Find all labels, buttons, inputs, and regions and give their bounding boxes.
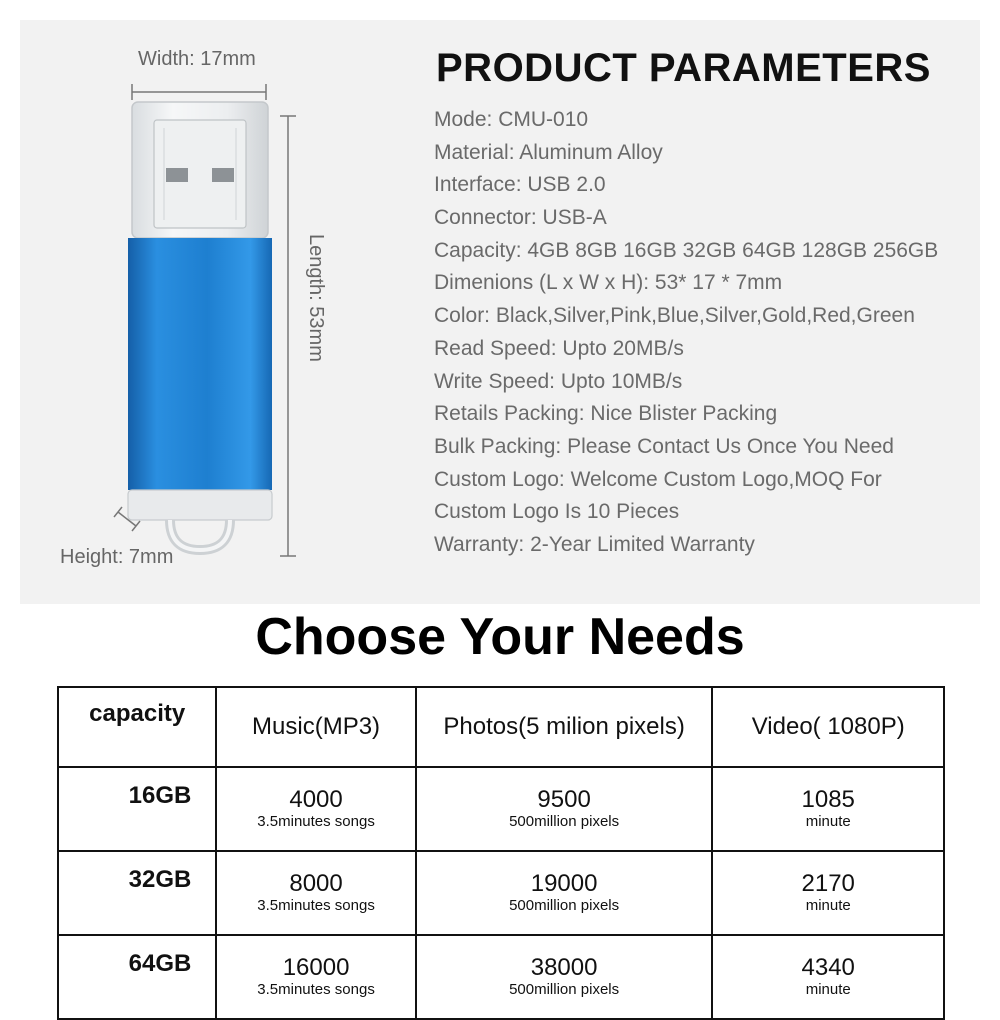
photos-cell [416, 935, 713, 1019]
capacity-cell: 32GB [58, 851, 216, 935]
video-count: 1085 [801, 786, 855, 813]
usb-drive-illustration [20, 20, 420, 604]
video-note: minute [805, 813, 851, 830]
table-row [58, 935, 944, 1019]
music-note: 3.5minutes songs [257, 813, 375, 830]
param-line: Dimenions (L x W x H): 53* 17 * 7mm [434, 271, 783, 295]
table-row [58, 767, 944, 851]
width-label: Width: 17mm [138, 48, 256, 70]
photos-note: 500million pixels [509, 981, 620, 998]
photos-cell [416, 851, 713, 935]
video-cell [712, 935, 944, 1019]
music-cell [216, 935, 415, 1019]
table-header-row [58, 687, 944, 767]
music-note: 3.5minutes songs [257, 981, 375, 998]
product-info-panel [20, 20, 980, 604]
param-line: Custom Logo: Welcome Custom Logo,MOQ For [434, 467, 882, 491]
video-cell [712, 767, 944, 851]
music-count: 4000 [289, 786, 343, 813]
capacity-cell: 64GB [58, 935, 216, 1019]
header-photos: Photos(5 milion pixels) [416, 687, 713, 767]
param-line: Warranty: 2-Year Limited Warranty [434, 532, 755, 556]
param-line: Write Speed: Upto 10MB/s [434, 369, 683, 393]
param-line: Read Speed: Upto 20MB/s [434, 336, 684, 360]
header-music: Music(MP3) [216, 687, 415, 767]
height-label: Height: 7mm [60, 546, 174, 568]
capacity-cell: 16GB [58, 767, 216, 851]
param-line: Material: Aluminum Alloy [434, 140, 663, 164]
photos-note: 500million pixels [509, 813, 620, 830]
video-note: minute [805, 897, 851, 914]
music-count: 8000 [289, 870, 343, 897]
needs-title: Choose Your Needs [255, 608, 745, 666]
parameters-title: PRODUCT PARAMETERS [436, 46, 931, 90]
length-label-wrap [304, 234, 334, 394]
music-cell [216, 851, 415, 935]
video-count: 2170 [801, 870, 855, 897]
video-note: minute [805, 981, 851, 998]
photos-count: 19000 [530, 870, 598, 897]
music-cell [216, 767, 415, 851]
param-line: Mode: CMU-010 [434, 108, 589, 131]
video-count: 4340 [801, 954, 855, 981]
music-note: 3.5minutes songs [257, 897, 375, 914]
param-line: Interface: USB 2.0 [434, 173, 606, 197]
header-capacity: capacity [58, 687, 216, 767]
table-row [58, 851, 944, 935]
video-cell [712, 851, 944, 935]
photos-cell [416, 767, 713, 851]
param-line: Connector: USB-A [434, 206, 607, 230]
param-line: Color: Black,Silver,Pink,Blue,Silver,Gold,Red,Green [434, 304, 915, 328]
param-line: Custom Logo Is 10 Pieces [434, 500, 680, 524]
photos-count: 9500 [537, 786, 591, 813]
photos-count: 38000 [530, 954, 598, 981]
param-line: Retails Packing: Nice Blister Packing [434, 402, 778, 426]
music-count: 16000 [282, 954, 350, 981]
length-label: Length: 53mm [305, 234, 327, 362]
product-figure [20, 20, 420, 604]
capacity-table [57, 686, 945, 1020]
photos-note: 500million pixels [509, 897, 620, 914]
param-line: Bulk Packing: Please Contact Us Once You Need [434, 434, 894, 458]
param-line: Capacity: 4GB 8GB 16GB 32GB 64GB 128GB 256GB [434, 238, 939, 262]
header-video: Video( 1080P) [712, 687, 944, 767]
product-parameters [434, 44, 974, 562]
